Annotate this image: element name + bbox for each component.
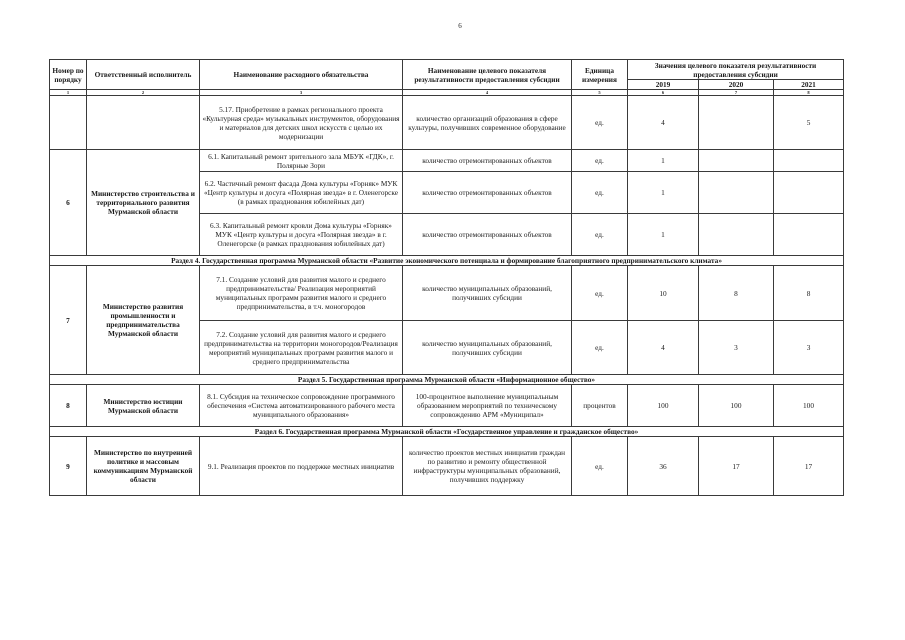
col-index: 6 (628, 90, 699, 96)
row-number: 8 (50, 385, 87, 427)
row-indicator: 100-процентное выполнение муниципальным образованием мероприятий по техническому сопровождению АРМ «Муниципал» (403, 385, 572, 427)
row-indicator: количество отремонтированных объектов (403, 214, 572, 256)
row-obligation: 8.1. Субсидия на техническое сопровождение программного обеспечения «Система автоматизированного рабочего места муниципального образования» (200, 385, 403, 427)
col-index: 2 (87, 90, 200, 96)
header-col-obligation: Наименование расходного обязательства (200, 60, 403, 90)
row-number: 6 (50, 150, 87, 256)
table-row (50, 150, 844, 172)
row-unit: ед. (572, 172, 628, 214)
row-indicator: количество организаций образования в сфере культуры, получивших современное оборудование (403, 96, 572, 150)
row-value-2019: 36 (628, 437, 699, 496)
row-value-2020: 17 (699, 437, 774, 496)
row-number: 9 (50, 437, 87, 496)
row-obligation: 6.1. Капитальный ремонт зрительного зала МБУК «ГДК», г. Полярные Зори (200, 150, 403, 172)
row-unit: ед. (572, 96, 628, 150)
row-unit: ед. (572, 321, 628, 375)
row-value-2021: 8 (774, 266, 844, 321)
row-value-2020 (699, 96, 774, 150)
table-row (50, 437, 844, 496)
row-executor (87, 96, 200, 150)
header-col-unit: Единица измерения (572, 60, 628, 90)
row-value-2019: 4 (628, 96, 699, 150)
table-row (50, 266, 844, 321)
row-obligation: 7.2. Создание условий для развития малого и среднего предпринимательства на территории моногородов/Реализация мероприятий муниципальных программ развития малого и среднего предпринимательства (200, 321, 403, 375)
table-row (50, 385, 844, 427)
section-title: Раздел 5. Государственная программа Мурманской области «Информационное общество» (50, 375, 844, 385)
row-executor: Министерство юстиции Мурманской области (87, 385, 200, 427)
row-value-2020: 3 (699, 321, 774, 375)
row-value-2021: 3 (774, 321, 844, 375)
row-executor: Министерство по внутренней политике и массовым коммуникациям Мурманской области (87, 437, 200, 496)
row-value-2020 (699, 172, 774, 214)
section-row (50, 256, 844, 266)
row-value-2019: 1 (628, 150, 699, 172)
col-index: 7 (699, 90, 774, 96)
row-obligation: 6.2. Частичный ремонт фасада Дома культуры «Горняк» МУК «Центр культуры и досуга «Полярная звезда» в г. Оленегорске (в рамках празднования юбилейных дат) (200, 172, 403, 214)
col-index: 4 (403, 90, 572, 96)
header-row (50, 60, 844, 80)
row-unit: ед. (572, 150, 628, 172)
row-indicator: количество проектов местных инициатив граждан по развитию и ремонту общественной инфраструктуры муниципальных образований, получивших поддержку (403, 437, 572, 496)
col-index: 3 (200, 90, 403, 96)
row-indicator: количество муниципальных образований, получивших субсидии (403, 321, 572, 375)
row-value-2021: 100 (774, 385, 844, 427)
header-year-2021: 2021 (774, 80, 844, 90)
row-value-2020: 100 (699, 385, 774, 427)
row-obligation: 5.17. Приобретение в рамках регионального проекта «Культурная среда» музыкальных инструментов, оборудования и материалов для детских школ искусств с целью их модернизации (200, 96, 403, 150)
table-row (50, 96, 844, 150)
row-number: 7 (50, 266, 87, 375)
row-value-2020 (699, 214, 774, 256)
row-value-2019: 10 (628, 266, 699, 321)
header-year-2019: 2019 (628, 80, 699, 90)
row-unit: процентов (572, 385, 628, 427)
subsidy-indicators-table (49, 59, 844, 496)
header-year-2020: 2020 (699, 80, 774, 90)
col-index: 8 (774, 90, 844, 96)
row-indicator: количество муниципальных образований, получивших субсидии (403, 266, 572, 321)
section-title: Раздел 4. Государственная программа Мурманской области «Развитие экономического потенциала и формирование благоприятного предпринимательского климата» (50, 256, 844, 266)
section-row (50, 375, 844, 385)
row-value-2019: 1 (628, 172, 699, 214)
row-unit: ед. (572, 214, 628, 256)
row-obligation: 9.1. Реализация проектов по поддержке местных инициатив (200, 437, 403, 496)
row-value-2021 (774, 172, 844, 214)
row-obligation: 7.1. Создание условий для развития малого и среднего предпринимательства/ Реализация мероприятий муниципальных программ развития малого и среднего предпринимательства, в т.ч. моногородов (200, 266, 403, 321)
row-value-2020 (699, 150, 774, 172)
row-value-2019: 100 (628, 385, 699, 427)
page-number: 6 (458, 22, 462, 30)
row-unit: ед. (572, 437, 628, 496)
row-value-2021 (774, 214, 844, 256)
header-col-number: Номер по порядку (50, 60, 87, 90)
row-indicator: количество отремонтированных объектов (403, 150, 572, 172)
section-row (50, 427, 844, 437)
row-executor: Министерство строительства и территориального развития Мурманской области (87, 150, 200, 256)
row-value-2021: 5 (774, 96, 844, 150)
row-unit: ед. (572, 266, 628, 321)
col-index: 5 (572, 90, 628, 96)
row-value-2021 (774, 150, 844, 172)
header-col-executor: Ответственный исполнитель (87, 60, 200, 90)
col-index: 1 (50, 90, 87, 96)
row-indicator: количество отремонтированных объектов (403, 172, 572, 214)
row-value-2021: 17 (774, 437, 844, 496)
row-obligation: 6.3. Капитальный ремонт кровли Дома культуры «Горняк» МУК «Центр культуры и досуга «Полярная звезда» в г. Оленегорске (в рамках празднования юбилейных дат) (200, 214, 403, 256)
row-value-2019: 1 (628, 214, 699, 256)
header-col-values: Значения целевого показателя результативности предоставления субсидии (628, 60, 844, 80)
row-number (50, 96, 87, 150)
row-executor: Министерство развития промышленности и предпринимательства Мурманской области (87, 266, 200, 375)
header-col-indicator: Наименование целевого показателя результативности предоставления субсидии (403, 60, 572, 90)
section-title: Раздел 6. Государственная программа Мурманской области «Государственное управление и гражданское общество» (50, 427, 844, 437)
row-value-2020: 8 (699, 266, 774, 321)
row-value-2019: 4 (628, 321, 699, 375)
